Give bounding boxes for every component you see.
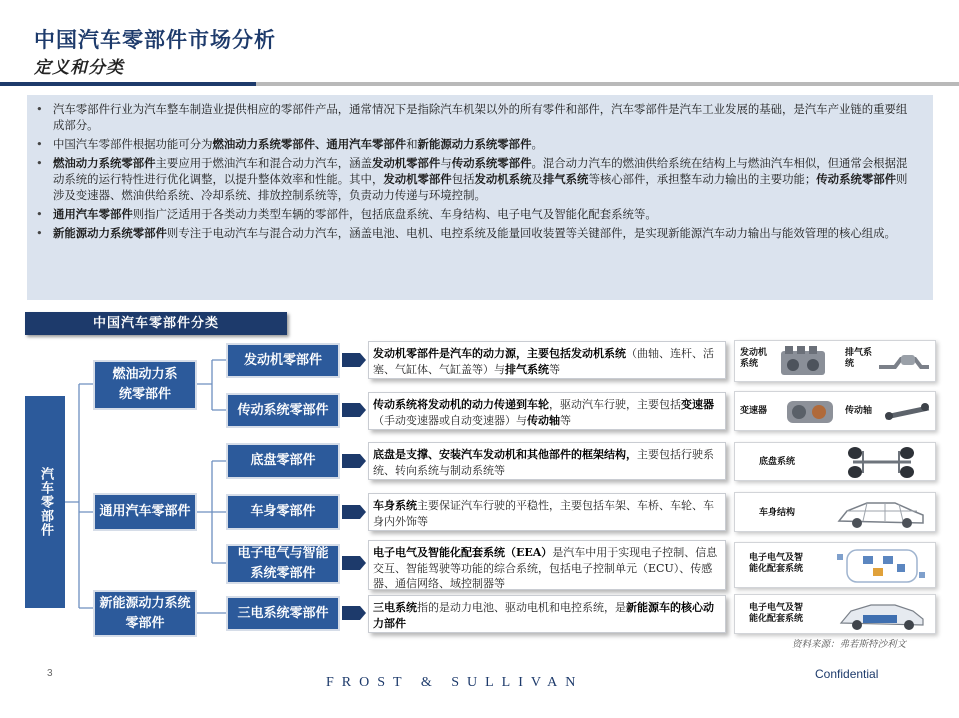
intro-text: 等核心部件，承担整车动力输出的主要功能；	[588, 172, 817, 186]
intro-bold: 发动机系统	[474, 172, 532, 186]
engine-icon	[775, 343, 837, 381]
img-label-engine-system: 发动机系统	[740, 348, 768, 369]
driveshaft-icon	[881, 398, 933, 426]
desc-chassis	[368, 442, 726, 480]
page-number: 3	[47, 668, 53, 679]
three-e-system-icon	[833, 597, 929, 633]
img-panel-body	[734, 492, 936, 532]
l3-transmission-label: 传动系统零部件	[237, 402, 329, 418]
desc-bold: 发动机零部件是汽车的动力源，主要包括发动机系统	[373, 347, 626, 360]
desc-engine	[368, 341, 726, 379]
desc-bold: 变速器	[681, 398, 714, 411]
intro-bold: 发动机零部件	[383, 172, 452, 186]
intro-bold: 新能源动力系统零部件	[53, 226, 167, 240]
l3-body-label: 车身零部件	[250, 504, 316, 519]
l2-nev	[93, 590, 197, 637]
intro-text: 则指广泛适用于各类动力类型车辆的零部件，包括底盘系统、车身结构、电子电气及智能化配套系统等。	[132, 207, 657, 221]
img-label-exhaust-system: 排气系统	[845, 348, 873, 369]
page-subtitle: 定义和分类	[34, 58, 124, 78]
desc-text: 指的是动力电池、驱动电机和电控系统，是	[417, 601, 626, 614]
l3-transmission	[226, 393, 340, 428]
img-panel-transmission	[734, 391, 936, 431]
desc-bold: 车身系统	[373, 499, 417, 512]
desc-bold: 传动系统将发动机的动力传递到车轮	[373, 398, 549, 411]
img-panel-electronic	[734, 542, 936, 588]
l2-fuel-label: 燃油动力系统零部件	[112, 367, 178, 402]
desc-bold: 传动轴	[527, 413, 560, 427]
intro-text: 则涉及变速器、燃油供给系统、冷却系统、排放控制系统等，负责动力传递与环境控制。	[53, 172, 908, 202]
desc-bold: 电子电气及智能化配套系统（EEA）	[373, 546, 553, 559]
desc-transmission	[368, 392, 726, 430]
l2-general	[93, 493, 197, 531]
chassis-icon	[833, 445, 929, 480]
intro-text: 及	[531, 172, 543, 186]
l3-engine-label: 发动机零部件	[243, 352, 322, 368]
car-body-icon	[833, 495, 929, 531]
l3-chassis-label: 底盘零部件	[250, 453, 316, 468]
intro-bold: 发动机零部件	[371, 156, 441, 170]
confidential-label: Confidential	[815, 667, 879, 681]
desc-bold: 三电系统	[373, 601, 417, 614]
exhaust-icon	[875, 345, 933, 379]
desc-text: 是汽车中用于实现电子控制、信息交互、智能驾驶等功能的综合系统，包括电子控制单元（ECU）、传感器、通信网络、域控制器等	[373, 546, 718, 590]
desc-text: 等	[560, 413, 571, 427]
classification-title: 中国汽车零部件分类	[25, 312, 287, 335]
desc-text: （曲轴、连杆、活塞、气缸体、气缸盖等）与	[373, 347, 714, 376]
intro-bold: 燃油动力系统零部件	[53, 156, 156, 170]
desc-body	[368, 493, 726, 531]
page-title: 中国汽车零部件市场分析	[34, 27, 276, 52]
l3-three-e	[226, 596, 340, 631]
intro-text: 和	[406, 137, 418, 151]
img-panel-three-e	[734, 594, 936, 634]
l3-electronic	[226, 544, 340, 584]
intro-text: 主要应用于燃油汽车和混合动力汽车，涵盖	[155, 156, 372, 170]
l2-nev-label: 新能源动力系统零部件	[99, 595, 191, 631]
intro-text: 则专注于电动汽车与混合动力汽车，涵盖电池、电机、电控系统及能量回收装置等关键部件，是实现新能源汽车动力输出与能效管理的核心组成。	[166, 226, 896, 240]
intro-bold: 通用汽车零部件	[53, 207, 133, 221]
brand-logo: FROST & SULLIVAN	[326, 675, 584, 690]
root-label: 汽车零部件	[38, 467, 53, 537]
l2-general-label: 通用汽车零部件	[99, 504, 191, 519]
intro-text: 中国汽车零部件根据功能可分为	[53, 137, 213, 151]
intro-bold: 新能源动力系统零部件	[417, 137, 532, 151]
desc-bold: 排气系统	[505, 362, 549, 376]
intro-text: 包括	[451, 172, 475, 186]
intro-text: 与	[440, 156, 452, 170]
img-label-electronic: 电子电气及智能化配套系统	[749, 553, 804, 574]
img-label-body: 车身结构	[759, 508, 796, 518]
img-panel-chassis	[734, 442, 936, 481]
desc-bold: 新能源车的核心动力部件	[373, 601, 714, 630]
intro-text: 。混合动力汽车的燃油供给系统在结构上与燃油汽车相似，但通常会根据混动系统的运行特性进行优化调整，以提升整体效率和性能。其中，	[53, 156, 908, 186]
intro-bold: 排气系统	[542, 172, 589, 186]
l3-body	[226, 494, 340, 530]
l2-fuel	[93, 360, 197, 410]
img-label-gearbox: 变速器	[740, 406, 768, 416]
intro-bold: 传动系统零部件	[816, 172, 897, 186]
img-panel-engine	[734, 340, 936, 382]
gearbox-icon	[783, 395, 839, 429]
desc-three-e	[368, 595, 726, 633]
electronic-system-icon	[833, 546, 931, 586]
desc-text: 等	[549, 362, 560, 376]
l3-three-e-label: 三电系统零部件	[237, 605, 329, 621]
img-label-driveshaft: 传动轴	[845, 406, 873, 416]
desc-electronic	[368, 540, 726, 590]
img-label-chassis: 底盘系统	[759, 457, 796, 467]
img-label-three-e: 电子电气及智能化配套系统	[749, 603, 804, 624]
desc-text: 主要保证汽车行驶的平稳性，主要包括车架、车桥、车轮、车身内外饰等	[373, 499, 714, 528]
source-note: 资料来源：弗若斯特沙利文	[792, 639, 907, 650]
l3-chassis	[226, 443, 340, 479]
l3-engine	[226, 343, 340, 378]
desc-text: 主要包括行驶系统、转向系统与制动系统等	[373, 448, 714, 477]
desc-text: （手动变速器或自动变速器）与	[373, 413, 527, 427]
intro-text: 。	[531, 137, 543, 151]
root-box	[25, 396, 65, 608]
intro-bold: 传动系统零部件	[451, 156, 532, 170]
desc-text: ，驱动汽车行驶，主要包括	[549, 398, 681, 411]
desc-bold: 底盘是支撑、安装汽车发动机和其他部件的框架结构，	[373, 448, 637, 461]
l3-electronic-label: 电子电气与智能系统零部件	[237, 546, 329, 581]
intro-bold: 燃油动力系统零部件、通用汽车零部件	[212, 137, 407, 151]
intro-bullet-1-text: 汽车零部件行业为汽车整车制造业提供相应的零部件产品，通常情况下是指除汽车机架以外的所有零件和部件，汽车零部件是汽车工业发展的基础，是汽车产业链的重要组成部分。	[53, 102, 908, 132]
